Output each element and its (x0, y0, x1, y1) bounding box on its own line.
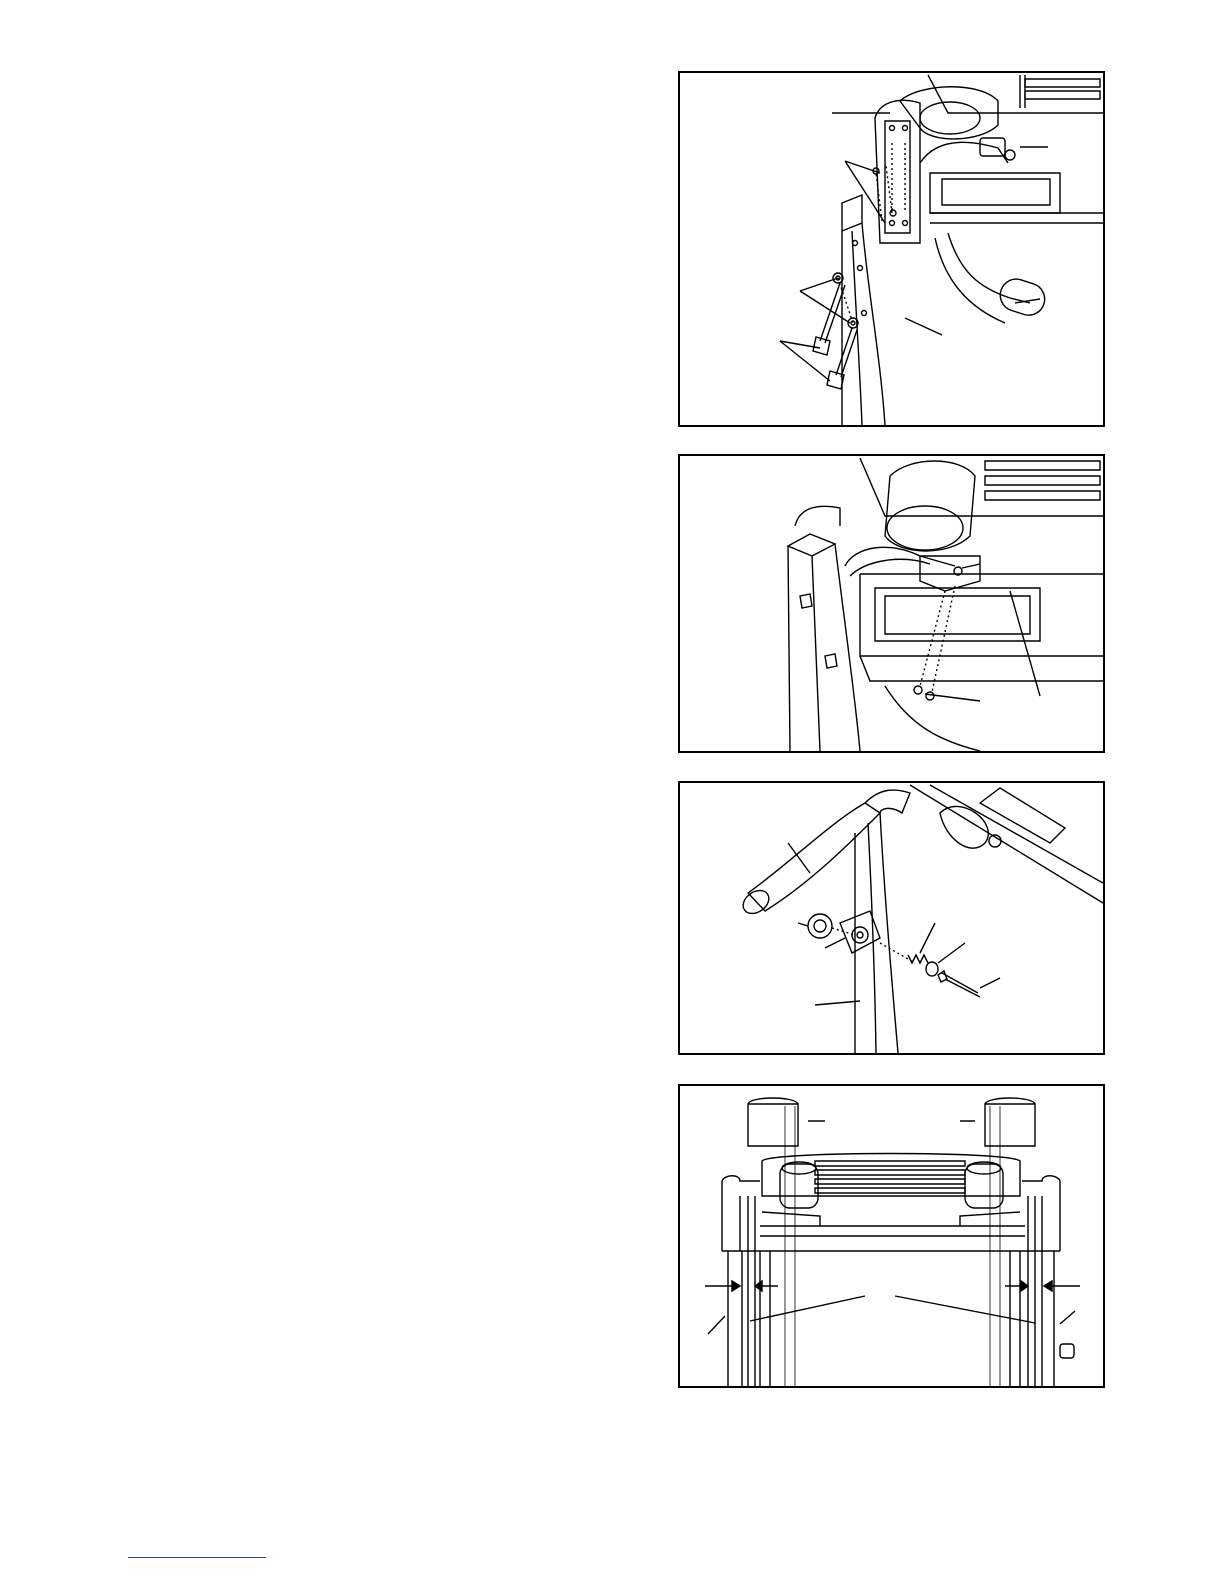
footer-rule (128, 1557, 266, 1558)
assembly-figure-1 (678, 71, 1105, 427)
assembly-figure-2 (678, 454, 1105, 753)
assembly-figure-4 (678, 1084, 1105, 1388)
assembly-figure-3 (678, 781, 1105, 1055)
